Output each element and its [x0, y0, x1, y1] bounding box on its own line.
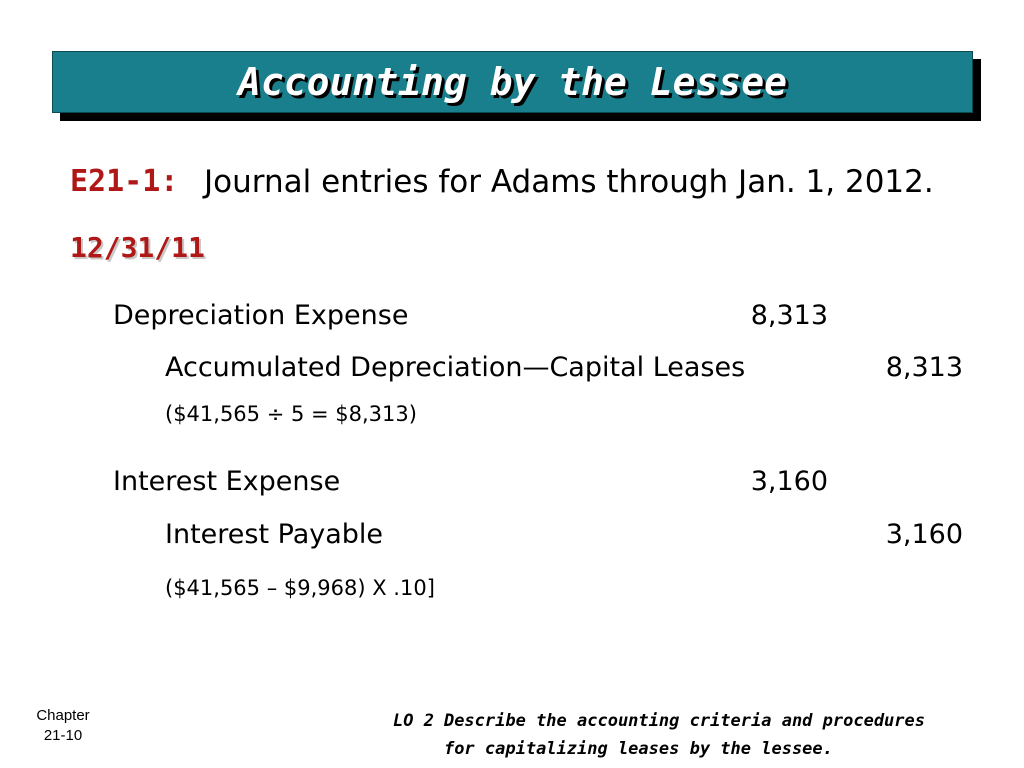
- debit-amount-depreciation: 8,313: [750, 300, 828, 331]
- debit-amount-interest: 3,160: [750, 466, 828, 497]
- exercise-id: E21-1:: [70, 164, 179, 199]
- learning-objective-line-2: for capitalizing leases by the lessee.: [443, 739, 833, 759]
- debit-account-interest-expense: Interest Expense: [113, 466, 341, 497]
- chapter-page-number: 21-10: [43, 727, 83, 744]
- learning-objective: [393, 707, 925, 763]
- credit-account-accumulated-depreciation: Accumulated Depreciation—Capital Leases: [165, 352, 746, 383]
- slide-title: Accounting by the Lessee: [237, 60, 788, 104]
- learning-objective-code: LO 2: [393, 711, 434, 731]
- depreciation-calculation-note: ($41,565 ÷ 5 = $8,313): [165, 402, 417, 426]
- credit-amount-interest-payable: 3,160: [885, 519, 963, 550]
- exercise-description: Journal entries for Adams through Jan. 1, 2012.: [204, 164, 934, 200]
- credit-account-interest-payable: Interest Payable: [165, 519, 384, 550]
- title-bar: [52, 51, 973, 113]
- debit-account-depreciation-expense: Depreciation Expense: [113, 300, 409, 331]
- interest-calculation-note: ($41,565 – $9,968) X .10]: [165, 576, 435, 600]
- credit-amount-accumulated-depreciation: 8,313: [885, 352, 963, 383]
- learning-objective-line-1: Describe the accounting criteria and procedures: [443, 711, 925, 731]
- entry-date: 12/31/11: [70, 231, 205, 264]
- learning-objective-text: [444, 707, 925, 763]
- chapter-footer: [20, 706, 106, 746]
- chapter-label: Chapter: [36, 707, 90, 724]
